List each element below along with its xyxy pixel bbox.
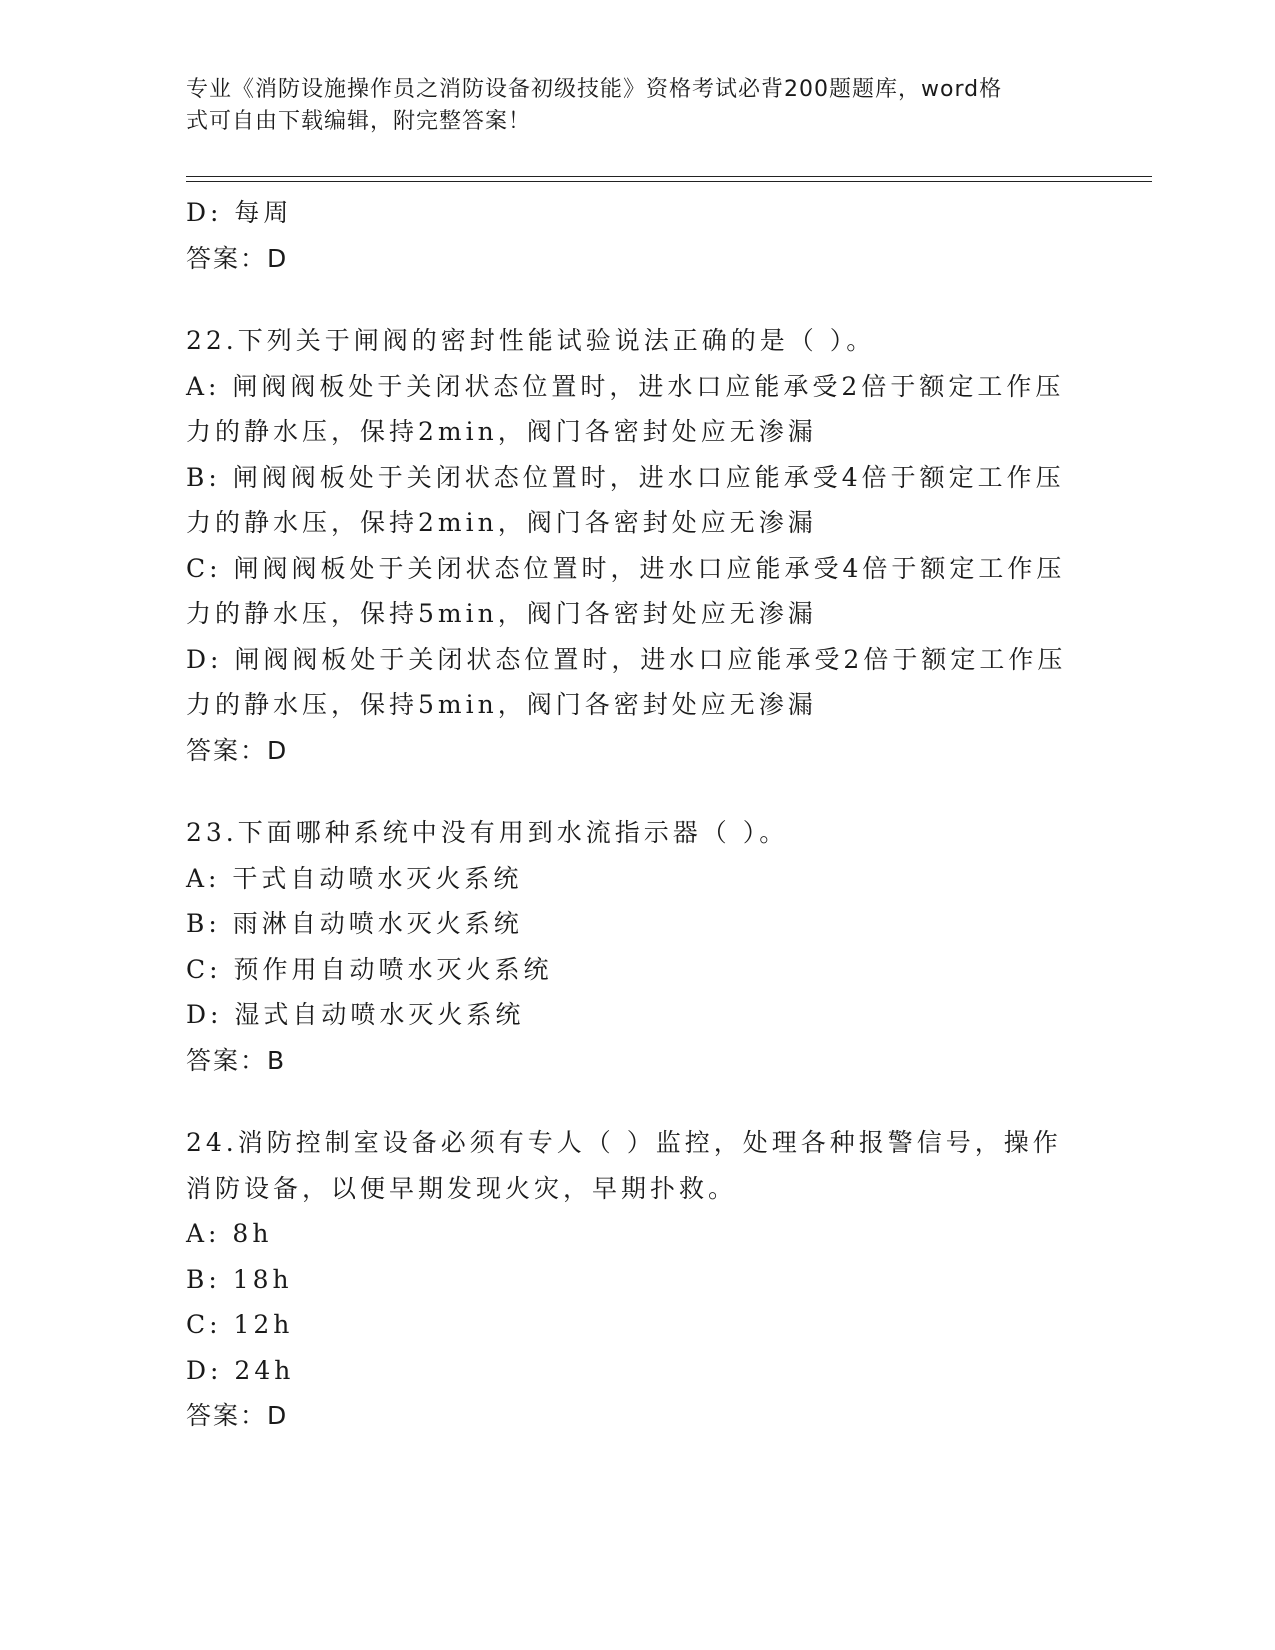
option-d-continued: 力的静水压，保持5min，阀门各密封处应无渗漏 [186, 690, 817, 719]
spacer [186, 1083, 1086, 1120]
option-c: C: 预作用自动喷水灭火系统 [186, 954, 553, 984]
option-c: C: 闸阀阀板处于关闭状态位置时，进水口应能承受4倍于额定工作压 [186, 553, 1066, 583]
page-header [186, 74, 1066, 138]
header-divider-top [186, 176, 1152, 177]
spacer [186, 773, 1086, 810]
option-a-continued: 力的静水压，保持2min，阀门各密封处应无渗漏 [186, 417, 817, 446]
answer-line: 答案：B [186, 1045, 287, 1075]
spacer [186, 281, 1086, 318]
header-divider-bottom [186, 181, 1152, 182]
option-a: A: 干式自动喷水灭火系统 [186, 863, 523, 893]
question-24 [186, 1120, 1086, 1439]
option-b: B: 闸阀阀板处于关闭状态位置时，进水口应能承受4倍于额定工作压 [186, 462, 1065, 492]
question-23 [186, 810, 1086, 1083]
option-d: D: 湿式自动喷水灭火系统 [186, 1000, 525, 1029]
option-a: A: 8h [186, 1219, 273, 1248]
header-line-2: 式可自由下载编辑，附完整答案！ [186, 109, 532, 134]
option-b: B: 雨淋自动喷水灭火系统 [186, 909, 523, 938]
question-22 [186, 318, 1086, 773]
option-a: A: 闸阀阀板处于关闭状态位置时，进水口应能承受2倍于额定工作压 [186, 371, 1065, 401]
question-content [186, 190, 1086, 1439]
option-d: D: 闸阀阀板处于关闭状态位置时，进水口应能承受2倍于额定工作压 [186, 644, 1067, 674]
question-stem: 22.下列关于闸阀的密封性能试验说法正确的是（ ）。 [186, 326, 876, 355]
option-c-continued: 力的静水压，保持5min，阀门各密封处应无渗漏 [186, 599, 817, 628]
previous-question-tail [186, 190, 1086, 281]
answer-line: 答案：D [186, 1401, 289, 1430]
option-b-continued: 力的静水压，保持2min，阀门各密封处应无渗漏 [186, 508, 817, 537]
question-stem: 24.消防控制室设备必须有专人（ ）监控，处理各种报警信号，操作 [186, 1128, 1062, 1157]
question-stem: 23.下面哪种系统中没有用到水流指示器（ ）。 [186, 818, 789, 847]
option-c: C: 12h [186, 1310, 294, 1339]
header-line-1: 专业《消防设施操作员之消防设备初级技能》资格考试必背200题题库，word格 [186, 77, 1003, 102]
question-stem-continued: 消防设备，以便早期发现火灾，早期扑救。 [186, 1173, 738, 1203]
answer-line: 答案：D [186, 735, 289, 765]
option-b: B: 18h [186, 1264, 293, 1294]
answer-line: 答案：D [186, 243, 289, 273]
option-d: D: 24h [186, 1355, 295, 1385]
option-d: D: 每周 [186, 198, 293, 227]
